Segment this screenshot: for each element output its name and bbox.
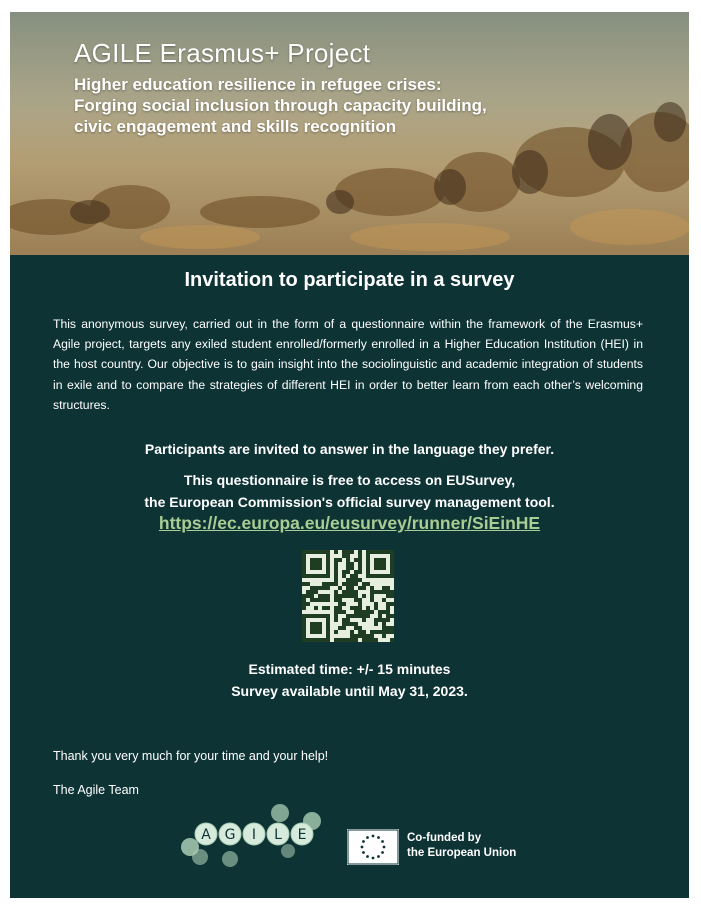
- eu-text-line: Co-funded by: [407, 832, 482, 844]
- qr-module: [350, 590, 354, 594]
- qr-module: [390, 590, 394, 594]
- eu-flag-logo: [347, 829, 399, 865]
- signature: The Agile Team: [53, 783, 139, 797]
- qr-module: [334, 566, 338, 570]
- qr-module: [342, 626, 346, 630]
- survey-link[interactable]: https://ec.europa.eu/eusurvey/runner/SiEinHE: [158, 513, 541, 533]
- qr-module: [314, 606, 318, 610]
- qr-module: [378, 610, 382, 614]
- qr-module: [326, 594, 330, 598]
- subtitle-line: civic engagement and skills recognition: [74, 117, 397, 136]
- qr-module: [386, 626, 390, 630]
- thanks-text: Thank you very much for your time and your help!: [53, 749, 329, 763]
- qr-module: [342, 582, 346, 586]
- qr-module: [374, 590, 378, 594]
- qr-finder-center: [310, 558, 322, 570]
- eu-star: [372, 835, 375, 838]
- qr-module: [386, 630, 390, 634]
- qr-module: [306, 602, 310, 606]
- qr-module: [390, 614, 394, 618]
- qr-module: [334, 594, 338, 598]
- agile-logo: [178, 803, 328, 867]
- qr-module: [338, 638, 342, 642]
- qr-module: [322, 586, 326, 590]
- availability-date: Survey available until May 31, 2023.: [231, 683, 468, 699]
- qr-finder-center: [374, 558, 386, 570]
- qr-module: [334, 638, 338, 642]
- qr-module: [338, 610, 342, 614]
- qr-module: [334, 610, 338, 614]
- qr-module: [354, 574, 358, 578]
- qr-module: [366, 610, 370, 614]
- agile-letter: I: [251, 827, 257, 843]
- qr-module: [386, 606, 390, 610]
- qr-module: [350, 578, 354, 582]
- qr-module: [346, 594, 350, 598]
- qr-module: [346, 590, 350, 594]
- qr-module: [326, 598, 330, 602]
- qr-module: [378, 618, 382, 622]
- qr-module: [382, 622, 386, 626]
- qr-module: [358, 586, 362, 590]
- agile-letter: G: [224, 827, 236, 843]
- qr-module: [362, 610, 366, 614]
- eu-text-line: the European Union: [407, 847, 517, 859]
- qr-module: [350, 614, 354, 618]
- subtitle-line: Higher education resilience in refugee crises:: [74, 75, 442, 94]
- qr-module: [342, 638, 346, 642]
- qr-module: [334, 574, 338, 578]
- eu-star: [381, 840, 384, 843]
- project-subtitle: [74, 74, 634, 137]
- intro-paragraph: This anonymous survey, carried out in the form of a questionnaire within the framework of the Erasmus+ Agile project, targets any exiled student enrolled/formerly enrolled in a Higher Education Institution (HEI) in the host country. Our objective is to gain insight into the sociolinguistic and academic integration of students in exile and to compare the strategies of different HEI in order to better learn from each other’s welcoming structures.: [53, 317, 643, 412]
- qr-module: [346, 550, 350, 554]
- qr-module: [354, 578, 358, 582]
- eu-star: [361, 846, 364, 849]
- estimated-time: Estimated time: +/- 15 minutes: [248, 661, 451, 677]
- qr-module: [362, 614, 366, 618]
- qr-module: [322, 598, 326, 602]
- qr-module: [310, 594, 314, 598]
- qr-module: [314, 598, 318, 602]
- qr-module: [382, 618, 386, 622]
- qr-module: [370, 586, 374, 590]
- qr-module: [358, 570, 362, 574]
- qr-module: [310, 598, 314, 602]
- access-note: [10, 469, 689, 513]
- qr-module: [362, 582, 366, 586]
- qr-module: [306, 594, 310, 598]
- qr-module: [330, 582, 334, 586]
- access-note-line: This questionnaire is free to access on EUSurvey,: [183, 472, 516, 488]
- agile-letter: E: [297, 827, 307, 843]
- qr-module: [370, 590, 374, 594]
- qr-finder-center: [310, 622, 322, 634]
- qr-module: [370, 630, 374, 634]
- qr-module: [370, 638, 374, 642]
- eu-star: [377, 855, 380, 858]
- qr-module: [338, 626, 342, 630]
- qr-code-image: [302, 550, 394, 642]
- qr-module: [358, 634, 362, 638]
- qr-module: [370, 634, 374, 638]
- qr-module: [370, 594, 374, 598]
- qr-module: [362, 630, 366, 634]
- qr-module: [346, 558, 350, 562]
- qr-module: [386, 590, 390, 594]
- eu-star: [366, 855, 369, 858]
- qr-module: [322, 582, 326, 586]
- qr-module: [390, 602, 394, 606]
- qr-module: [346, 582, 350, 586]
- qr-module: [390, 594, 394, 598]
- agile-letter: L: [274, 827, 282, 843]
- qr-module: [350, 622, 354, 626]
- qr-module: [338, 558, 342, 562]
- qr-module: [354, 606, 358, 610]
- qr-module: [358, 614, 362, 618]
- qr-module: [350, 606, 354, 610]
- qr-module: [350, 582, 354, 586]
- qr-module: [314, 590, 318, 594]
- qr-module: [346, 586, 350, 590]
- qr-module: [358, 626, 362, 630]
- qr-module: [342, 618, 346, 622]
- qr-module: [362, 586, 366, 590]
- qr-module: [354, 614, 358, 618]
- qr-module: [346, 554, 350, 558]
- qr-module: [358, 578, 362, 582]
- qr-module: [338, 598, 342, 602]
- qr-module: [318, 594, 322, 598]
- qr-module: [346, 570, 350, 574]
- qr-module: [334, 550, 338, 554]
- qr-module: [358, 606, 362, 610]
- qr-module: [334, 630, 338, 634]
- qr-module: [342, 550, 346, 554]
- qr-module: [338, 606, 342, 610]
- qr-module: [334, 562, 338, 566]
- qr-module: [382, 598, 386, 602]
- access-note-line: the European Commission's official survey management tool.: [144, 494, 555, 510]
- survey-details: [10, 658, 689, 702]
- project-title: AGILE Erasmus+ Project: [74, 38, 371, 68]
- qr-module: [390, 630, 394, 634]
- qr-module: [354, 610, 358, 614]
- eu-cofunding-text: [407, 831, 516, 861]
- qr-module: [322, 606, 326, 610]
- qr-module: [334, 590, 338, 594]
- qr-module: [374, 606, 378, 610]
- qr-module: [350, 562, 354, 566]
- qr-module: [386, 594, 390, 598]
- qr-module: [374, 618, 378, 622]
- qr-module: [382, 590, 386, 594]
- qr-module: [386, 602, 390, 606]
- qr-module: [302, 602, 306, 606]
- qr-module: [302, 598, 306, 602]
- subtitle-line: Forging social inclusion through capacity building,: [74, 96, 487, 115]
- qr-module: [374, 638, 378, 642]
- qr-module: [382, 634, 386, 638]
- qr-module: [354, 594, 358, 598]
- qr-module: [306, 582, 310, 586]
- qr-module: [370, 598, 374, 602]
- invitation-heading: Invitation to participate in a survey: [184, 269, 515, 291]
- qr-module: [322, 594, 326, 598]
- qr-module: [358, 630, 362, 634]
- poster: [10, 12, 689, 898]
- qr-module: [366, 638, 370, 642]
- qr-module: [342, 574, 346, 578]
- qr-module: [374, 602, 378, 606]
- qr-module: [358, 554, 362, 558]
- qr-module: [310, 590, 314, 594]
- eu-star: [381, 851, 384, 854]
- qr-module: [386, 618, 390, 622]
- qr-module: [350, 630, 354, 634]
- qr-module: [354, 598, 358, 602]
- qr-module: [374, 622, 378, 626]
- qr-module: [346, 638, 350, 642]
- qr-module: [342, 554, 346, 558]
- qr-module: [350, 634, 354, 638]
- eu-star: [362, 851, 365, 854]
- qr-module: [378, 590, 382, 594]
- qr-module: [302, 606, 306, 610]
- qr-module: [346, 562, 350, 566]
- qr-module: [354, 570, 358, 574]
- qr-module: [358, 566, 362, 570]
- qr-module: [354, 626, 358, 630]
- qr-module: [334, 582, 338, 586]
- qr-module: [302, 594, 306, 598]
- qr-module: [358, 602, 362, 606]
- qr-module: [382, 610, 386, 614]
- eu-star: [372, 857, 375, 860]
- qr-module: [378, 614, 382, 618]
- qr-module: [314, 586, 318, 590]
- qr-module: [366, 614, 370, 618]
- qr-module: [386, 586, 390, 590]
- qr-module: [362, 618, 366, 622]
- qr-module: [326, 582, 330, 586]
- hero-banner: [10, 12, 689, 255]
- qr-module: [362, 638, 366, 642]
- eu-star: [377, 836, 380, 839]
- qr-module: [326, 606, 330, 610]
- qr-module: [358, 610, 362, 614]
- qr-module: [354, 582, 358, 586]
- qr-module: [350, 550, 354, 554]
- qr-module: [386, 614, 390, 618]
- qr-module: [350, 574, 354, 578]
- qr-module: [342, 594, 346, 598]
- qr-module: [390, 626, 394, 630]
- qr-module: [350, 594, 354, 598]
- qr-module: [346, 614, 350, 618]
- qr-module: [334, 606, 338, 610]
- qr-module: [350, 566, 354, 570]
- qr-module: [354, 638, 358, 642]
- qr-module: [358, 562, 362, 566]
- eu-star: [362, 840, 365, 843]
- qr-code[interactable]: [302, 550, 394, 642]
- qr-module: [342, 602, 346, 606]
- qr-module: [318, 586, 322, 590]
- qr-module: [358, 550, 362, 554]
- qr-module: [306, 590, 310, 594]
- qr-module: [346, 566, 350, 570]
- qr-module: [358, 598, 362, 602]
- qr-module: [362, 594, 366, 598]
- eu-star: [383, 846, 386, 849]
- qr-module: [382, 630, 386, 634]
- qr-module: [362, 634, 366, 638]
- qr-module: [302, 582, 306, 586]
- qr-module: [358, 558, 362, 562]
- qr-module: [342, 590, 346, 594]
- qr-module: [354, 590, 358, 594]
- qr-module: [370, 610, 374, 614]
- qr-module: [338, 586, 342, 590]
- qr-module: [342, 570, 346, 574]
- qr-module: [334, 614, 338, 618]
- qr-module: [366, 634, 370, 638]
- eu-stars-icon: [347, 829, 399, 865]
- qr-module: [342, 622, 346, 626]
- qr-module: [342, 610, 346, 614]
- qr-module: [346, 622, 350, 626]
- qr-module: [338, 602, 342, 606]
- qr-module: [354, 558, 358, 562]
- qr-module: [350, 586, 354, 590]
- qr-module: [354, 622, 358, 626]
- qr-module: [334, 598, 338, 602]
- qr-module: [386, 610, 390, 614]
- eu-star: [366, 836, 369, 839]
- qr-module: [366, 606, 370, 610]
- agile-letter: A: [201, 827, 211, 843]
- qr-module: [374, 630, 378, 634]
- qr-module: [346, 578, 350, 582]
- qr-module: [382, 626, 386, 630]
- qr-module: [346, 618, 350, 622]
- qr-module: [378, 630, 382, 634]
- qr-module: [318, 598, 322, 602]
- qr-module: [334, 558, 338, 562]
- language-note: Participants are invited to answer in the language they prefer.: [144, 441, 555, 457]
- qr-module: [366, 582, 370, 586]
- qr-module: [326, 586, 330, 590]
- qr-module: [350, 638, 354, 642]
- qr-module: [382, 586, 386, 590]
- qr-module: [334, 618, 338, 622]
- qr-module: [310, 586, 314, 590]
- qr-module: [334, 570, 338, 574]
- qr-module: [334, 578, 338, 582]
- qr-module: [390, 638, 394, 642]
- qr-module: [354, 634, 358, 638]
- qr-module: [338, 594, 342, 598]
